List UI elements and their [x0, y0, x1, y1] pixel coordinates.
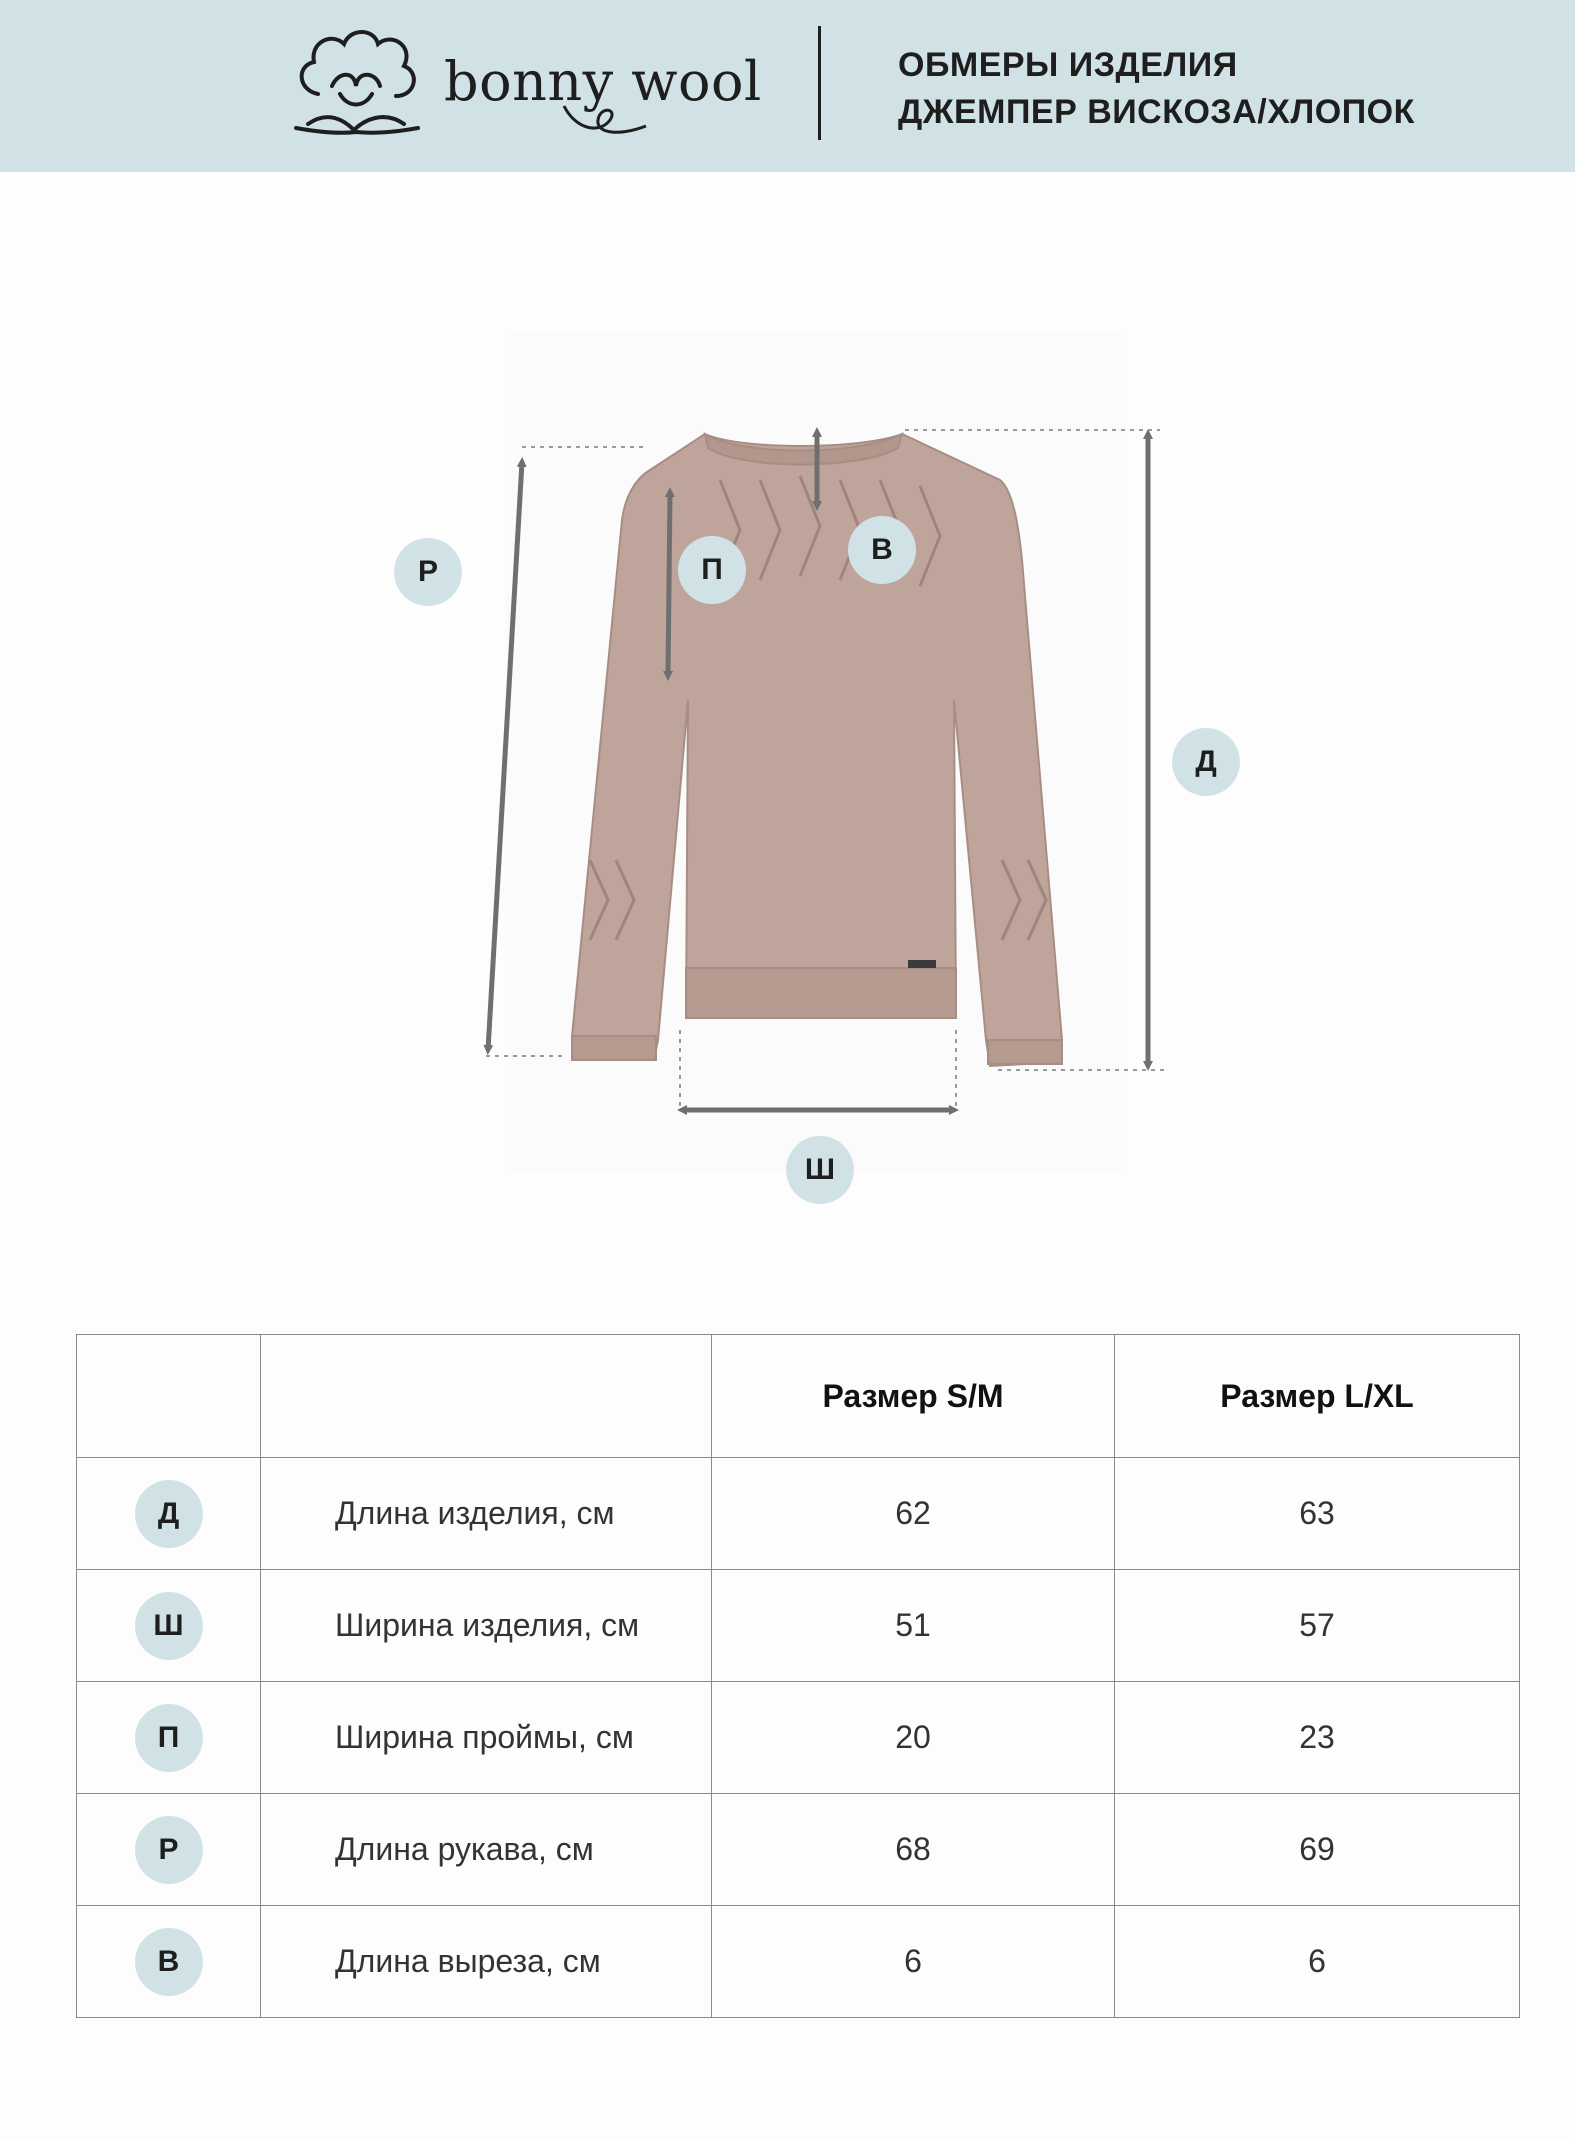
- value-lxl: 23: [1115, 1682, 1520, 1794]
- value-sm: 51: [712, 1570, 1115, 1682]
- row-label: Длина рукава, см: [261, 1794, 712, 1906]
- table-header-cell: [261, 1335, 712, 1458]
- table-row: [77, 1794, 1520, 1906]
- row-label: Длина выреза, см: [261, 1906, 712, 2018]
- row-code-badge: Ш: [135, 1592, 203, 1660]
- value-lxl: 57: [1115, 1570, 1520, 1682]
- measurement-diagram: [0, 300, 1575, 1200]
- value-lxl: 63: [1115, 1458, 1520, 1570]
- value-lxl: 69: [1115, 1794, 1520, 1906]
- cotton-flower-logo-icon: [288, 24, 424, 142]
- logo-swash-icon: [560, 100, 650, 140]
- badge-armhole-width: П: [678, 536, 746, 604]
- header-divider: [818, 26, 821, 140]
- row-label: Ширина изделия, см: [261, 1570, 712, 1682]
- badge-neckline-depth: В: [848, 516, 916, 584]
- sweater-illustration: [0, 300, 1575, 1200]
- table-row: [77, 1682, 1520, 1794]
- armhole-arrow: [668, 492, 670, 676]
- badge-product-width: Ш: [786, 1136, 854, 1204]
- value-sm: 6: [712, 1906, 1115, 2018]
- badge-sleeve-length: Р: [394, 538, 462, 606]
- table-row: [77, 1570, 1520, 1682]
- value-sm: 62: [712, 1458, 1115, 1570]
- row-code-badge: В: [135, 1928, 203, 1996]
- table-row: [77, 1458, 1520, 1570]
- row-label: Длина изделия, см: [261, 1458, 712, 1570]
- value-sm: 20: [712, 1682, 1115, 1794]
- sweater-shape: [572, 434, 1062, 1066]
- row-code-badge: Р: [135, 1816, 203, 1884]
- row-code-badge: Д: [135, 1480, 203, 1548]
- size-table: [76, 1334, 1520, 2018]
- table-header-size-lxl: Размер L/XL: [1115, 1335, 1520, 1458]
- table-header-size-sm: Размер S/M: [712, 1335, 1115, 1458]
- row-label: Ширина проймы, см: [261, 1682, 712, 1794]
- badge-product-length: Д: [1172, 728, 1240, 796]
- table-row: [77, 1906, 1520, 2018]
- title-line-2: ДЖЕМПЕР ВИСКОЗА/ХЛОПОК: [898, 93, 1415, 131]
- header-banner: [0, 0, 1575, 172]
- row-code-badge: П: [135, 1704, 203, 1772]
- table-header-row: [77, 1335, 1520, 1458]
- value-lxl: 6: [1115, 1906, 1520, 2018]
- title-line-1: ОБМЕРЫ ИЗДЕЛИЯ: [898, 46, 1238, 84]
- brand-logo-text: bonny wool: [444, 50, 762, 113]
- value-sm: 68: [712, 1794, 1115, 1906]
- table-header-cell: [77, 1335, 261, 1458]
- document-title: [898, 42, 1415, 136]
